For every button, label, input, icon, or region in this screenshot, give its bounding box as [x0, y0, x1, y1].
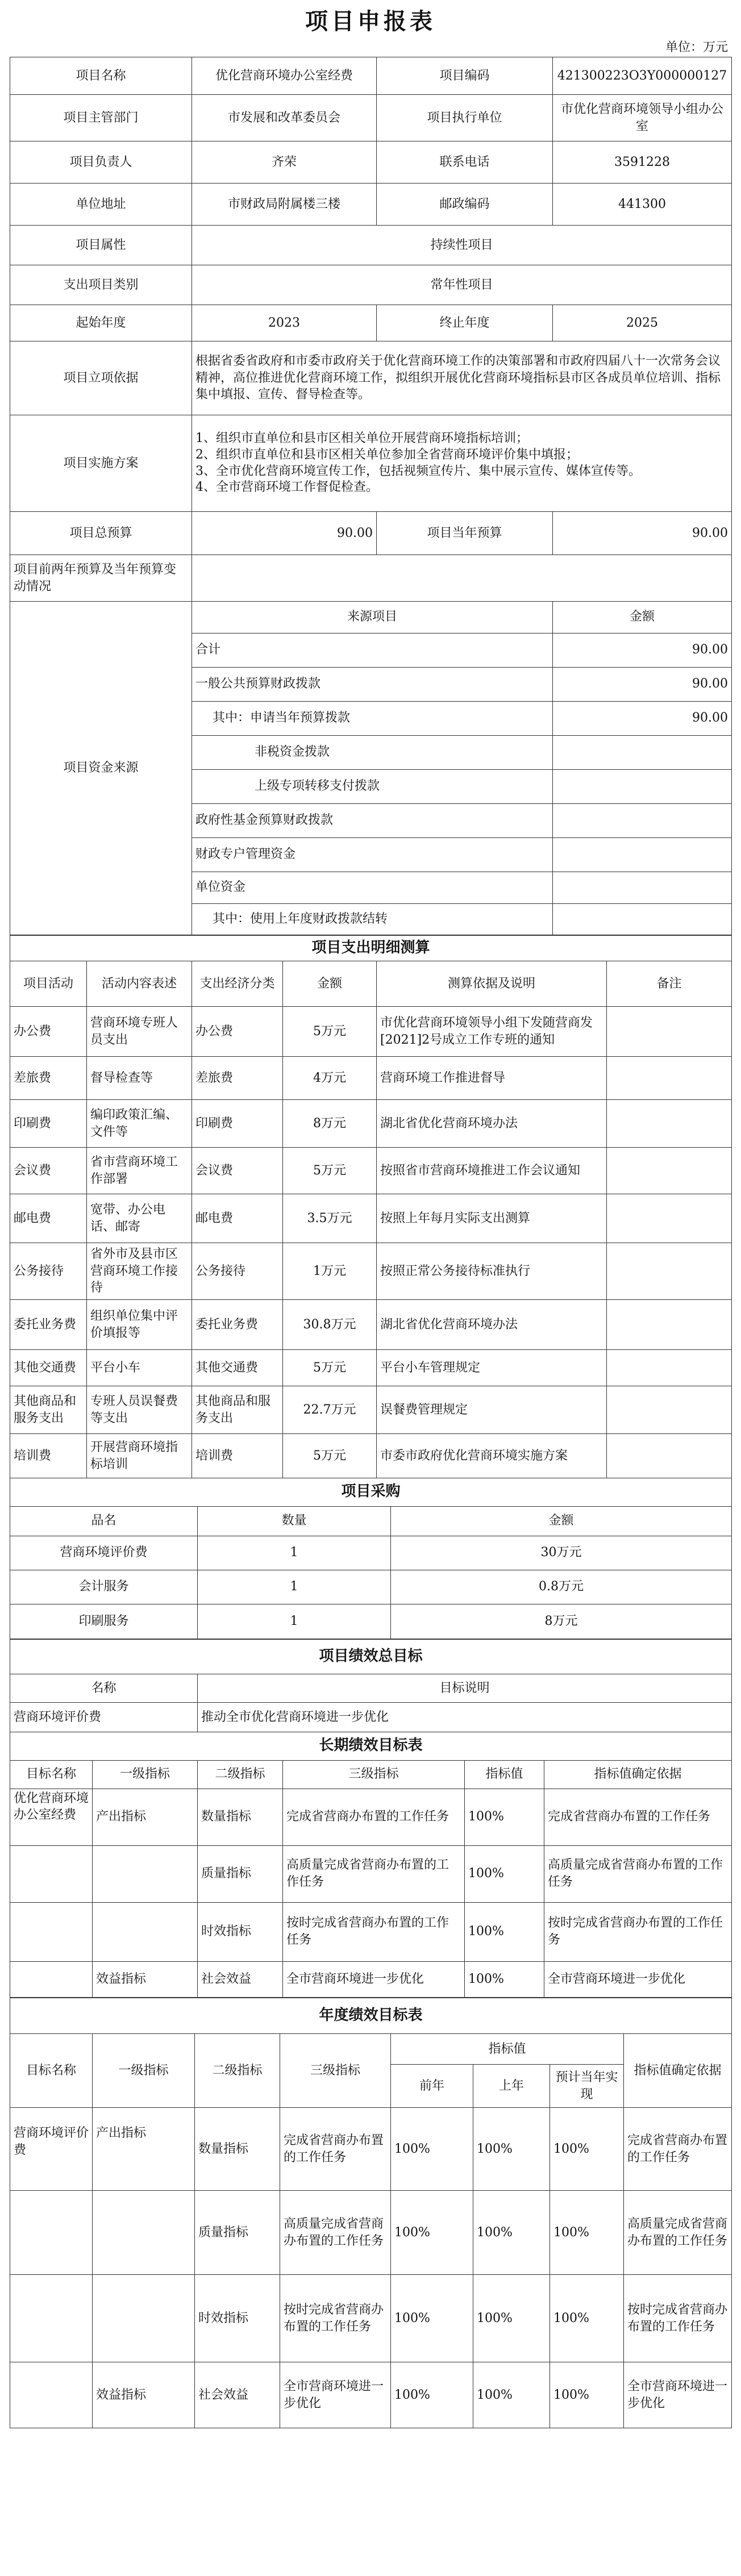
long-term-level3: 按时完成省营商办布置的工作任务 [283, 1902, 465, 1961]
expense-remark [607, 1194, 732, 1243]
postcode-label: 邮政编码 [377, 184, 553, 226]
funding-amount [553, 735, 732, 769]
expense-content: 省外市及县市区营商环境工作接待 [87, 1243, 192, 1300]
long-term-basis: 高质量完成省营商办布置的工作任务 [544, 1845, 732, 1902]
annual-header: 目标名称 [10, 2034, 93, 2108]
expense-amount: 4万元 [283, 1057, 377, 1100]
expense-content: 营商环境专班人员支出 [87, 1007, 192, 1057]
expense-remark [607, 1300, 732, 1350]
long-term-level2: 质量指标 [198, 1845, 283, 1902]
expense-basis: 按照省市营商环境推进工作会议通知 [377, 1148, 607, 1194]
expense-activity: 差旅费 [10, 1057, 87, 1100]
annual-value-prev1: 100% [473, 2362, 550, 2428]
postcode: 441300 [553, 184, 732, 226]
expense-content: 专班人员误餐费等支出 [87, 1386, 192, 1434]
expense-header: 活动内容表述 [87, 961, 192, 1007]
purchase-row [10, 1604, 732, 1639]
annual-subheader: 前年 [391, 2065, 473, 2108]
purchase-item: 会计服务 [10, 1570, 198, 1604]
long-term-target [10, 1961, 93, 1998]
attr-label: 项目属性 [10, 226, 192, 265]
annual-basis: 完成省营商办布置的工作任务 [624, 2108, 732, 2191]
plan-line: 1、组织市直单位和县市区相关单位开展营商环境指标培训； [195, 431, 528, 446]
purchase-qty: 1 [198, 1570, 391, 1604]
expense-amount: 5万元 [283, 1148, 377, 1194]
expense-remark [607, 1007, 732, 1057]
expense-remark [607, 1434, 732, 1478]
long-term-row [10, 1845, 732, 1902]
purchase-table [10, 1478, 732, 1640]
long-term-level1 [93, 1902, 198, 1961]
long-term-target [10, 1845, 93, 1902]
source-header: 来源项目 [192, 601, 553, 633]
long-term-level3: 全市营商环境进一步优化 [283, 1961, 465, 1998]
long-term-target [10, 1902, 93, 1961]
expense-class: 差旅费 [192, 1057, 283, 1100]
purchase-section-title: 项目采购 [10, 1478, 732, 1506]
long-term-level2: 社会效益 [198, 1961, 283, 1998]
change-value [192, 555, 732, 602]
expense-row [10, 1350, 732, 1386]
expense-content: 编印政策汇编、文件等 [87, 1100, 192, 1148]
annual-value-current: 100% [550, 2108, 624, 2191]
expense-class: 其他交通费 [192, 1350, 283, 1386]
long-term-header: 指标值确定依据 [544, 1760, 732, 1789]
funding-amount: 90.00 [553, 667, 732, 701]
expense-amount: 5万元 [283, 1434, 377, 1478]
annual-basis: 高质量完成省营商办布置的工作任务 [624, 2191, 732, 2275]
purchase-header: 数量 [198, 1506, 391, 1536]
long-term-level3: 高质量完成省营商办布置的工作任务 [283, 1845, 465, 1902]
long-term-level3: 完成省营商办布置的工作任务 [283, 1789, 465, 1845]
annual-header: 一级指标 [93, 2034, 195, 2108]
purchase-amount: 0.8万元 [391, 1570, 732, 1604]
amount-header: 金额 [553, 601, 732, 633]
expense-header: 支出经济分类 [192, 961, 283, 1007]
plan [192, 415, 732, 512]
annual-row [10, 2362, 732, 2428]
expense-remark [607, 1243, 732, 1300]
expense-remark [607, 1057, 732, 1100]
expense-remark [607, 1386, 732, 1434]
annual-value-prev1: 100% [473, 2191, 550, 2275]
purchase-header: 品名 [10, 1506, 198, 1536]
expense-activity: 其他交通费 [10, 1350, 87, 1386]
funding-amount [553, 769, 732, 803]
long-term-row [10, 1902, 732, 1961]
plan-line: 2、组织市直单位和县市区相关单位参加全省营商环境评价集中填报； [195, 447, 578, 462]
expense-basis: 湖北省优化营商环境办法 [377, 1300, 607, 1350]
expense-content: 宽带、办公电话、邮寄 [87, 1194, 192, 1243]
expense-class: 邮电费 [192, 1194, 283, 1243]
application-form-page [10, 0, 731, 2428]
annual-basis: 全市营商环境进一步优化 [624, 2362, 732, 2428]
funding-source: 非税资金拨款 [192, 735, 553, 769]
expense-table [10, 935, 732, 1478]
expense-basis: 营商环境工作推进督导 [377, 1057, 607, 1100]
long-term-level1: 效益指标 [93, 1961, 198, 1998]
long-term-row [10, 1961, 732, 1998]
annual-level1: 效益指标 [93, 2362, 195, 2428]
total-label: 项目总预算 [10, 512, 192, 555]
basis-label: 项目立项依据 [10, 341, 192, 415]
annual-value-prev2: 100% [391, 2275, 473, 2362]
expense-activity: 培训费 [10, 1434, 87, 1478]
purchase-qty: 1 [198, 1604, 391, 1639]
long-term-header: 二级指标 [198, 1760, 283, 1789]
long-term-value: 100% [465, 1961, 544, 1998]
long-term-level1: 产出指标 [93, 1789, 198, 1845]
funding-label: 项目资金来源 [10, 601, 192, 935]
project-name-label: 项目名称 [10, 57, 192, 95]
annual-target [10, 2191, 93, 2275]
annual-level1: 产出指标 [93, 2108, 195, 2191]
expense-basis: 按照正常公务接待标准执行 [377, 1243, 607, 1300]
project-code-label: 项目编码 [377, 57, 553, 95]
annual-table [10, 1997, 732, 2428]
phone: 3591228 [553, 141, 732, 184]
attr: 持续性项目 [192, 226, 732, 265]
expense-basis: 误餐费管理规定 [377, 1386, 607, 1434]
exec-unit: 市优化营商环境领导小组办公室 [553, 95, 732, 141]
annual-level2: 数量指标 [195, 2108, 280, 2191]
purchase-header: 金额 [391, 1506, 732, 1536]
category: 常年性项目 [192, 265, 732, 305]
change-label: 项目前两年预算及当年预算变动情况 [10, 555, 192, 602]
funding-source: 其中：申请当年预算拨款 [192, 701, 553, 735]
expense-section-title: 项目支出明细测算 [10, 935, 732, 961]
annual-level1 [93, 2191, 195, 2275]
annual-value-current: 100% [550, 2191, 624, 2275]
annual-row [10, 2191, 732, 2275]
expense-content: 开展营商环境指标培训 [87, 1434, 192, 1478]
expense-row [10, 1100, 732, 1148]
expense-amount: 5万元 [283, 1007, 377, 1057]
purchase-item: 营商环境评价费 [10, 1536, 198, 1570]
expense-basis: 市优化营商环境领导小组下发随营商发[2021]2号成立工作专班的通知 [377, 1007, 607, 1057]
funding-amount [553, 837, 732, 872]
annual-level2: 质量指标 [195, 2191, 280, 2275]
purchase-row [10, 1536, 732, 1570]
annual-value-prev1: 100% [473, 2275, 550, 2362]
funding-amount [553, 872, 732, 903]
annual-subheader: 上年 [473, 2065, 550, 2108]
perf-total-name: 营商环境评价费 [10, 1703, 198, 1732]
funding-amount [553, 903, 732, 935]
annual-header: 三级指标 [280, 2034, 391, 2108]
annual-value-current: 100% [550, 2362, 624, 2428]
funding-source: 单位资金 [192, 872, 553, 903]
expense-basis: 平台小车管理规定 [377, 1350, 607, 1386]
funding-source: 政府性基金预算财政拨款 [192, 803, 553, 837]
long-term-value: 100% [465, 1902, 544, 1961]
project-code: 421300223O3Y000000127 [553, 57, 732, 95]
long-term-row [10, 1789, 732, 1845]
long-term-level2: 时效指标 [198, 1902, 283, 1961]
annual-level2: 时效指标 [195, 2275, 280, 2362]
annual-basis: 按时完成省营商办布置的工作任务 [624, 2275, 732, 2362]
long-term-header: 指标值 [465, 1760, 544, 1789]
annual-target [10, 2362, 93, 2428]
annual-row [10, 2275, 732, 2362]
annual-header: 指标值确定依据 [624, 2034, 732, 2108]
funding-source: 其中：使用上年度财政拨款结转 [192, 903, 553, 935]
long-term-value: 100% [465, 1789, 544, 1845]
annual-header: 指标值 [391, 2034, 624, 2065]
funding-table [10, 601, 732, 936]
annual-value-prev1: 100% [473, 2108, 550, 2191]
perf-total-header: 名称 [10, 1674, 198, 1703]
annual-level3: 高质量完成省营商办布置的工作任务 [280, 2191, 391, 2275]
funding-amount: 90.00 [553, 633, 732, 667]
long-term-header: 三级指标 [283, 1760, 465, 1789]
funding-source: 上级专项转移支付拨款 [192, 769, 553, 803]
expense-amount: 22.7万元 [283, 1386, 377, 1434]
expense-activity: 邮电费 [10, 1194, 87, 1243]
purchase-item: 印刷服务 [10, 1604, 198, 1639]
funding-source: 合计 [192, 633, 553, 667]
long-term-level2: 数量指标 [198, 1789, 283, 1845]
purchase-row [10, 1570, 732, 1604]
phone-label: 联系电话 [377, 141, 553, 184]
expense-row [10, 1300, 732, 1350]
form-title: 项目申报表 [305, 9, 436, 35]
annual-header: 二级指标 [195, 2034, 280, 2108]
perf-total-table [10, 1639, 732, 1732]
annual-level3: 全市营商环境进一步优化 [280, 2362, 391, 2428]
annual-level3: 按时完成省营商办布置的工作任务 [280, 2275, 391, 2362]
expense-basis: 湖北省优化营商环境办法 [377, 1100, 607, 1148]
annual-value-current: 100% [550, 2275, 624, 2362]
perf-total-row [10, 1703, 732, 1732]
funding-source: 一般公共预算财政拨款 [192, 667, 553, 701]
expense-activity: 公务接待 [10, 1243, 87, 1300]
purchase-qty: 1 [198, 1536, 391, 1570]
expense-class: 委托业务费 [192, 1300, 283, 1350]
long-term-value: 100% [465, 1845, 544, 1902]
dept: 市发展和改革委员会 [192, 95, 377, 141]
expense-remark [607, 1100, 732, 1148]
category-label: 支出项目类别 [10, 265, 192, 305]
expense-class: 其他商品和服务支出 [192, 1386, 283, 1434]
project-name: 优化营商环境办公室经费 [192, 57, 377, 95]
expense-remark [607, 1148, 732, 1194]
basis: 根据省委省政府和市委市政府关于优化营商环境工作的决策部署和市政府四届八十一次常务会议精神，高位推进优化营商环境工作，拟组织开展优化营商环境指标县市区各成员单位培训、指标集中填报、宣传、督导检查等。 [192, 341, 732, 415]
expense-amount: 3.5万元 [283, 1194, 377, 1243]
address: 市财政局附属楼三楼 [192, 184, 377, 226]
expense-activity: 其他商品和服务支出 [10, 1386, 87, 1434]
perf-total-header: 目标说明 [198, 1674, 732, 1703]
long-term-level1 [93, 1845, 198, 1902]
exec-unit-label: 项目执行单位 [377, 95, 553, 141]
annual-row [10, 2108, 732, 2191]
expense-header: 测算依据及说明 [377, 961, 607, 1007]
plan-line: 3、全市优化营商环境宣传工作，包括视频宣传片、集中展示宣传、媒体宣传等。 [195, 464, 641, 478]
expense-header: 项目活动 [10, 961, 87, 1007]
current-label: 项目当年预算 [377, 512, 553, 555]
expense-content: 督导检查等 [87, 1057, 192, 1100]
annual-level1 [93, 2275, 195, 2362]
expense-class: 会议费 [192, 1148, 283, 1194]
perf-total-desc: 推动全市优化营商环境进一步优化 [198, 1703, 732, 1732]
long-term-basis: 全市营商环境进一步优化 [544, 1961, 732, 1998]
end-year: 2025 [553, 305, 732, 341]
plan-label: 项目实施方案 [10, 415, 192, 512]
purchase-amount: 30万元 [391, 1536, 732, 1570]
annual-target [10, 2275, 93, 2362]
expense-amount: 8万元 [283, 1100, 377, 1148]
expense-row [10, 1243, 732, 1300]
annual-section-title: 年度绩效目标表 [10, 1998, 732, 2034]
expense-class: 公务接待 [192, 1243, 283, 1300]
annual-value-prev2: 100% [391, 2362, 473, 2428]
expense-remark [607, 1350, 732, 1386]
expense-activity: 委托业务费 [10, 1300, 87, 1350]
annual-level3: 完成省营商办布置的工作任务 [280, 2108, 391, 2191]
long-term-basis: 完成省营商办布置的工作任务 [544, 1789, 732, 1845]
expense-header: 备注 [607, 961, 732, 1007]
perf-total-section-title: 项目绩效总目标 [10, 1639, 732, 1674]
unit-label: 单位：万元 [665, 40, 728, 55]
expense-amount: 1万元 [283, 1243, 377, 1300]
annual-subheader: 预计当年实现 [550, 2065, 624, 2108]
leader-label: 项目负责人 [10, 141, 192, 184]
expense-content: 平台小车 [87, 1350, 192, 1386]
annual-value-prev2: 100% [391, 2191, 473, 2275]
funding-source: 财政专户管理资金 [192, 837, 553, 872]
expense-row [10, 1148, 732, 1194]
expense-amount: 30.8万元 [283, 1300, 377, 1350]
long-term-basis: 按时完成省营商办布置的工作任务 [544, 1902, 732, 1961]
expense-content: 省市营商环境工作部署 [87, 1148, 192, 1194]
start-year: 2023 [192, 305, 377, 341]
basic-info-table [10, 57, 732, 602]
expense-class: 办公费 [192, 1007, 283, 1057]
expense-activity: 会议费 [10, 1148, 87, 1194]
address-label: 单位地址 [10, 184, 192, 226]
long-term-header: 一级指标 [93, 1760, 198, 1789]
expense-class: 印刷费 [192, 1100, 283, 1148]
funding-amount: 90.00 [553, 701, 732, 735]
expense-row [10, 1386, 732, 1434]
plan-line: 4、全市营商环境工作督促检查。 [195, 480, 378, 495]
expense-header: 金额 [283, 961, 377, 1007]
expense-activity: 办公费 [10, 1007, 87, 1057]
expense-activity: 印刷费 [10, 1100, 87, 1148]
total-budget: 90.00 [192, 512, 377, 555]
expense-basis: 市委市政府优化营商环境实施方案 [377, 1434, 607, 1478]
expense-basis: 按照上年每月实际支出测算 [377, 1194, 607, 1243]
expense-row [10, 1434, 732, 1478]
long-term-table [10, 1732, 732, 1998]
long-term-target: 优化营商环境办公室经费 [10, 1789, 93, 1845]
dept-label: 项目主管部门 [10, 95, 192, 141]
end-label: 终止年度 [377, 305, 553, 341]
long-term-header: 目标名称 [10, 1760, 93, 1789]
expense-amount: 5万元 [283, 1350, 377, 1386]
current-budget: 90.00 [553, 512, 732, 555]
expense-row [10, 1007, 732, 1057]
purchase-amount: 8万元 [391, 1604, 732, 1639]
expense-row [10, 1057, 732, 1100]
funding-amount [553, 803, 732, 837]
leader: 齐荣 [192, 141, 377, 184]
long-term-section-title: 长期绩效目标表 [10, 1732, 732, 1760]
expense-class: 培训费 [192, 1434, 283, 1478]
annual-level2: 社会效益 [195, 2362, 280, 2428]
expense-row [10, 1194, 732, 1243]
expense-content: 组织单位集中评价填报等 [87, 1300, 192, 1350]
start-label: 起始年度 [10, 305, 192, 341]
annual-target: 营商环境评价费 [10, 2108, 93, 2191]
annual-value-prev2: 100% [391, 2108, 473, 2191]
